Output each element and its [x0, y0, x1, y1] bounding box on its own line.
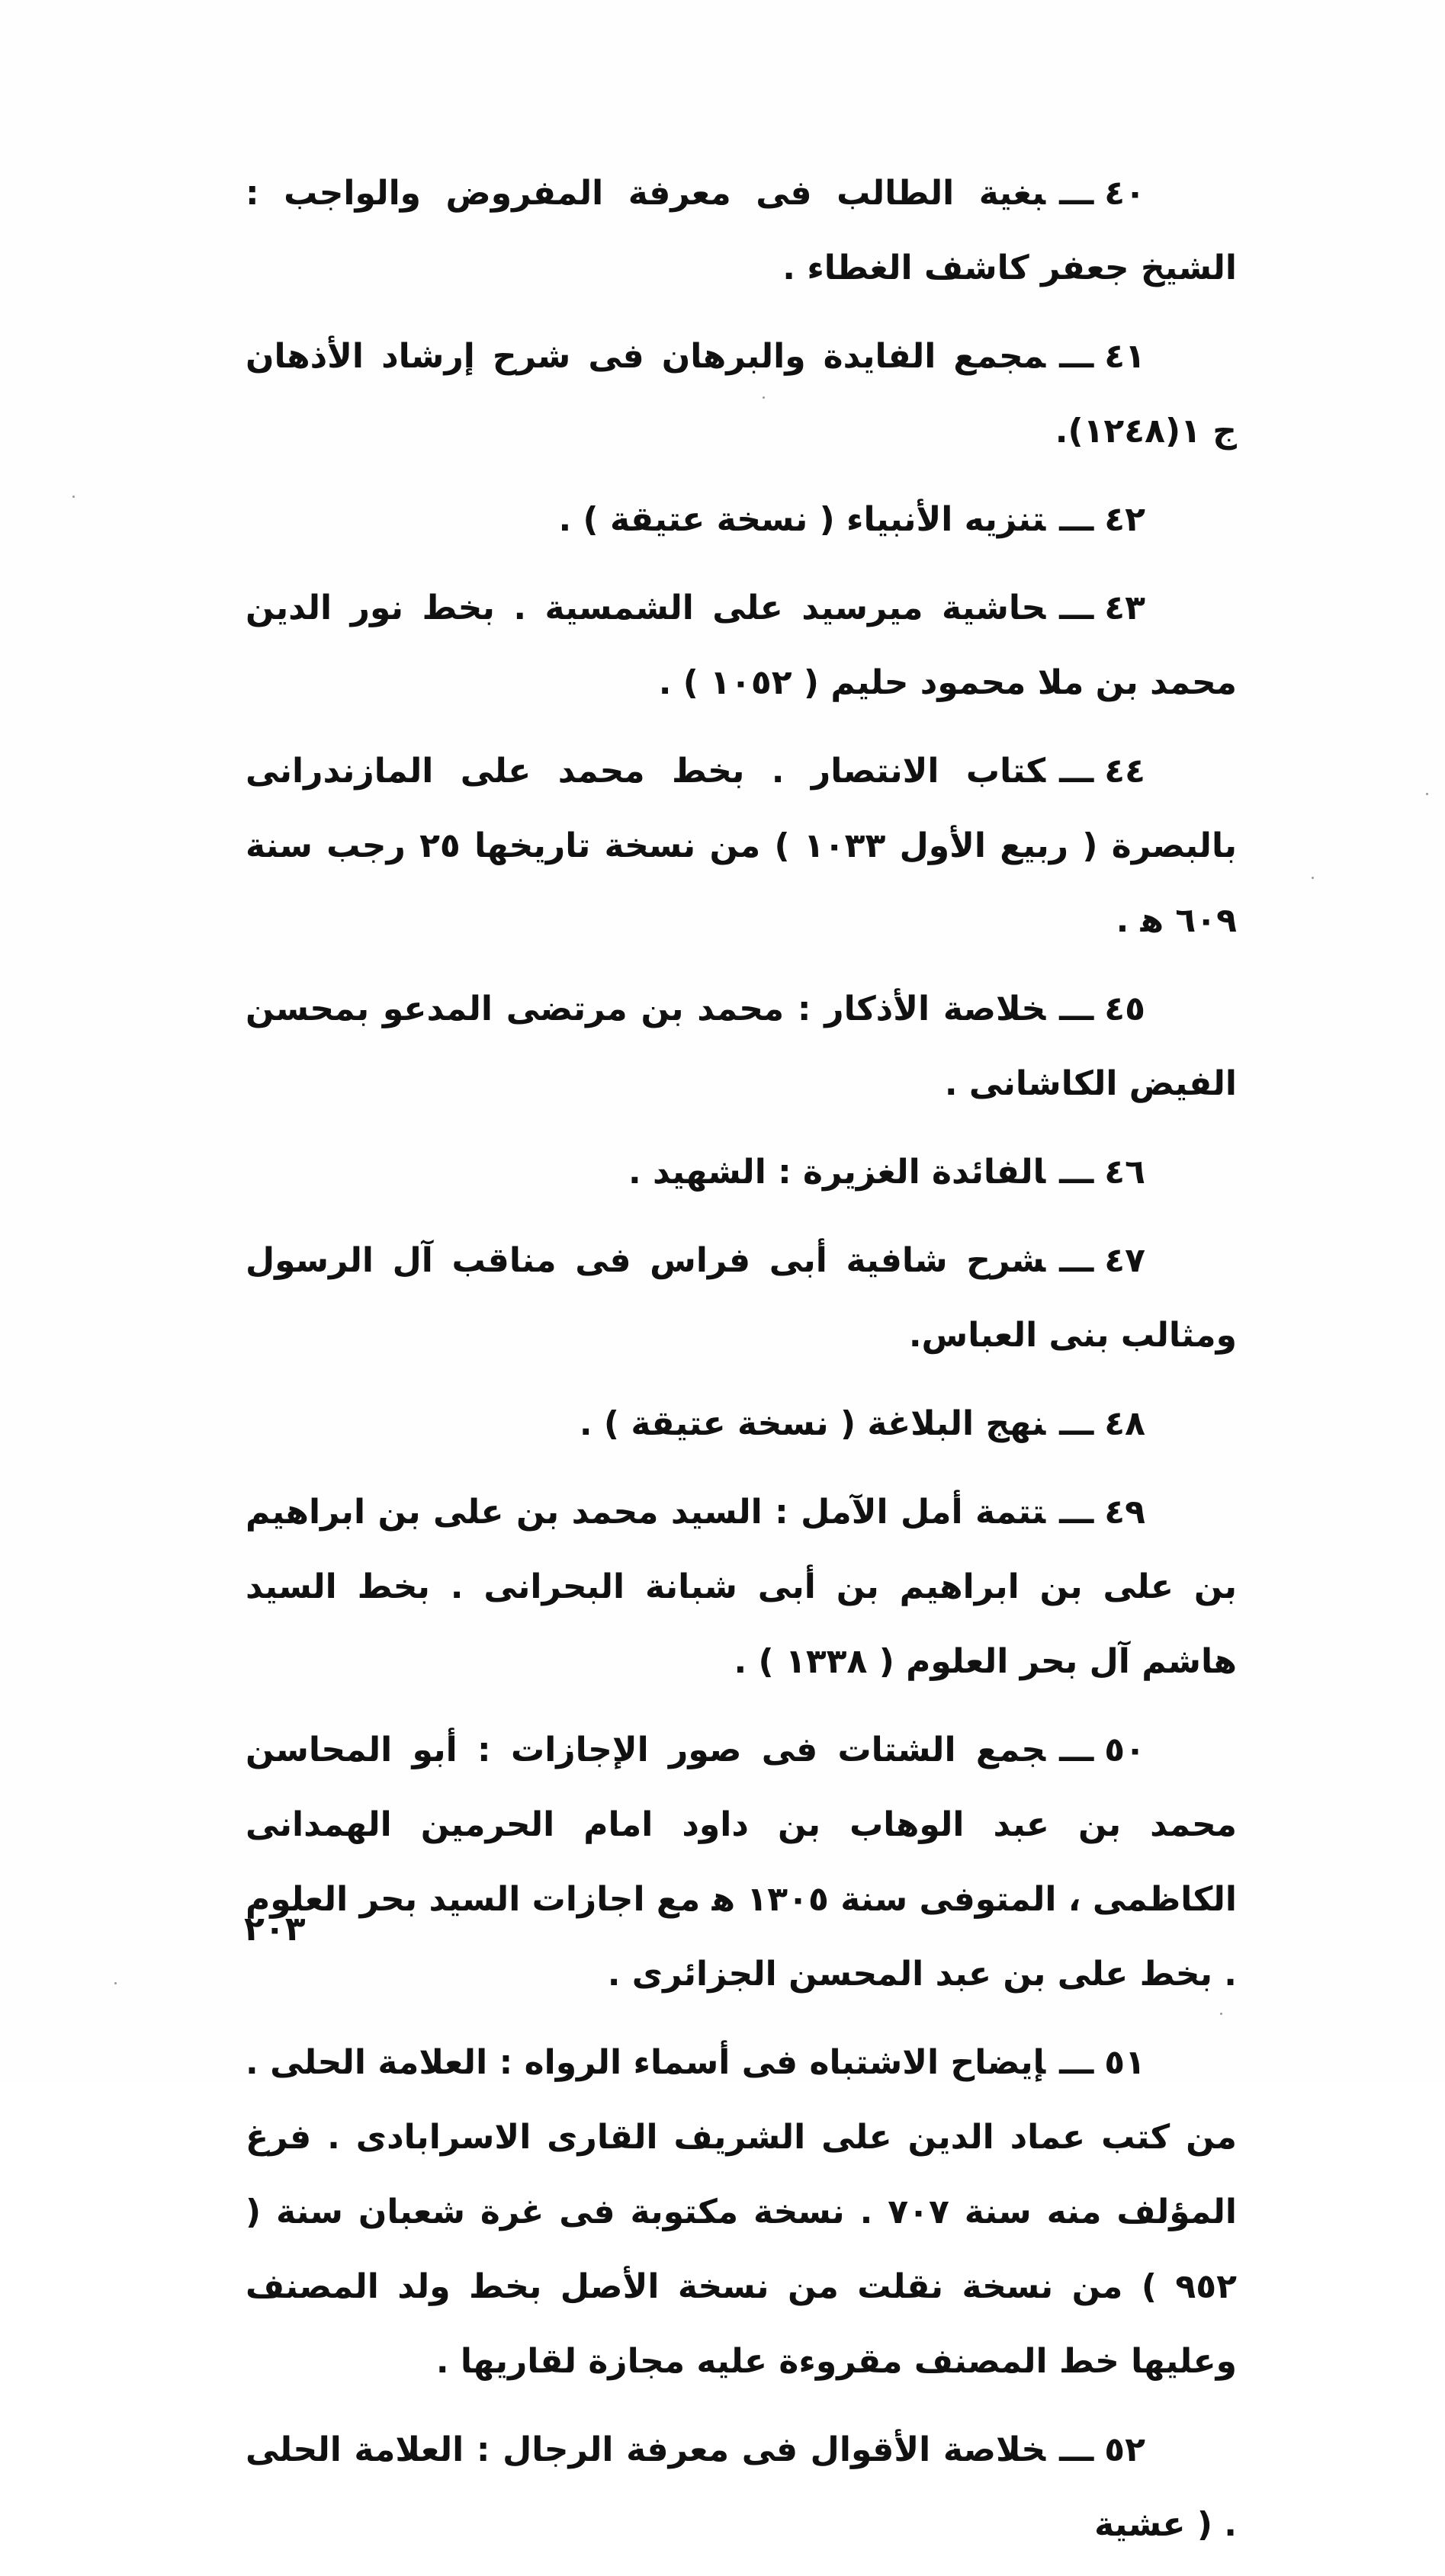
entry-separator: ـــ — [1059, 2043, 1094, 2082]
list-item — [246, 1135, 1237, 1210]
scan-speck — [763, 396, 765, 399]
entry-number: ٤٤ — [1104, 752, 1145, 791]
entry-number: ٤٢ — [1104, 500, 1145, 539]
entry-number: ٥٠ — [1104, 1731, 1145, 1769]
entry-number: ٤٩ — [1104, 1493, 1145, 1532]
entry-separator: ـــ — [1059, 337, 1094, 376]
list-item — [246, 319, 1237, 469]
entry-separator: ـــ — [1059, 1493, 1094, 1532]
list-item — [246, 1713, 1237, 2012]
entry-text: حاشية ميرسيد على الشمسية . بخط نور الدين محمد بن ملا محمود حليم ( ١٠٥٢ ) . — [246, 589, 1237, 702]
scan-speck — [1220, 2013, 1222, 2015]
entry-separator: ـــ — [1059, 1731, 1094, 1769]
entry-separator: ـــ — [1059, 174, 1094, 213]
entry-number: ٤٥ — [1104, 990, 1145, 1028]
entry-separator: ـــ — [1059, 2430, 1094, 2469]
entry-text: خلاصة الأقوال فى معرفة الرجال : العلامة الحلى . ( عشية — [246, 2430, 1237, 2544]
entry-separator: ـــ — [1059, 1153, 1094, 1192]
entry-text: نهج البلاغة ( نسخة عتيقة ) . — [579, 1404, 1046, 1443]
scan-speck — [114, 1982, 117, 1984]
entry-separator: ـــ — [1059, 500, 1094, 539]
entry-text: تنزيه الأنبياء ( نسخة عتيقة ) . — [558, 500, 1046, 539]
entry-number: ٥٢ — [1104, 2430, 1145, 2469]
page-number: ٢٠٣ — [244, 1910, 306, 1949]
entry-text: الفائدة الغزيرة : الشهيد . — [628, 1153, 1046, 1192]
entry-separator: ـــ — [1059, 1241, 1094, 1280]
entry-separator: ـــ — [1059, 752, 1094, 791]
list-item — [246, 156, 1237, 306]
list-item — [246, 1475, 1237, 1699]
scan-speck — [72, 496, 75, 498]
list-item — [246, 2026, 1237, 2399]
entries-list — [246, 156, 1237, 2576]
list-item — [246, 734, 1237, 958]
entry-number: ٤٦ — [1104, 1153, 1145, 1192]
list-item — [246, 483, 1237, 557]
entry-separator: ـــ — [1059, 1404, 1094, 1443]
list-item — [246, 571, 1237, 720]
entry-text: جمع الشتات فى صور الإجازات : أبو المحاسن محمد بن عبد الوهاب بن داود امام الحرمين الهمدانى الكاظمى ، المتوفى سنة ١٣٠٥ ﻫ مع اجازات السيد بحر العلوم . بخط على بن عبد المحسن الجزائرى . — [246, 1731, 1238, 1994]
entry-number: ٥١ — [1104, 2043, 1145, 2082]
scan-speck — [1312, 877, 1314, 879]
entry-number: ٤٠ — [1104, 174, 1145, 213]
entry-number: ٤١ — [1104, 337, 1145, 376]
list-item — [246, 2413, 1237, 2562]
entry-text: كتاب الانتصار . بخط محمد على المازندرانى بالبصرة ( ربيع الأول ١٠٣٣ ) من نسخة تاريخها ٢٥ رجب سنة ٦٠٩ ﻫ . — [246, 752, 1238, 940]
entry-number: ٤٨ — [1104, 1404, 1145, 1443]
scan-speck — [1426, 793, 1428, 795]
entry-text: تتمة أمل الآمل : السيد محمد بن على بن ابراهيم بن على بن ابراهيم بن أبى شبانة البحرانى . بخط السيد هاشم آل بحر العلوم ( ١٣٣٨ ) . — [246, 1493, 1237, 1681]
entry-text: شرح شافية أبى فراس فى مناقب آل الرسول ومثالب بنى العباس. — [246, 1241, 1237, 1355]
entry-text: خلاصة الأذكار : محمد بن مرتضى المدعو بمحسن الفيض الكاشانى . — [246, 990, 1237, 1103]
list-item — [246, 972, 1237, 1121]
entry-number: ٤٣ — [1104, 589, 1145, 627]
entry-text: مجمع الفايدة والبرهان فى شرح إرشاد الأذهان ج ١(١٢٤٨). — [246, 337, 1237, 451]
entry-text: بغية الطالب فى معرفة المفروض والواجب : الشيخ جعفر كاشف الغطاء . — [246, 174, 1237, 287]
entry-separator: ـــ — [1059, 990, 1094, 1028]
list-item — [246, 1224, 1237, 1373]
entry-separator: ـــ — [1059, 589, 1094, 627]
entry-text: إيضاح الاشتباه فى أسماء الرواه : العلامة الحلى . من كتب عماد الدين على الشريف القارى الاسرابادى . فرغ المؤلف منه سنة ٧٠٧ . نسخة مكتوبة فى غرة شعبان سنة ( ٩٥٢ ) من نسخة نقلت من نسخة الأصل بخط ولد المصنف وعليها خط المصنف مقروءة عليه مجازة لقاريها . — [246, 2043, 1237, 2381]
entry-number: ٤٧ — [1104, 1241, 1145, 1280]
list-item — [246, 1387, 1237, 1461]
